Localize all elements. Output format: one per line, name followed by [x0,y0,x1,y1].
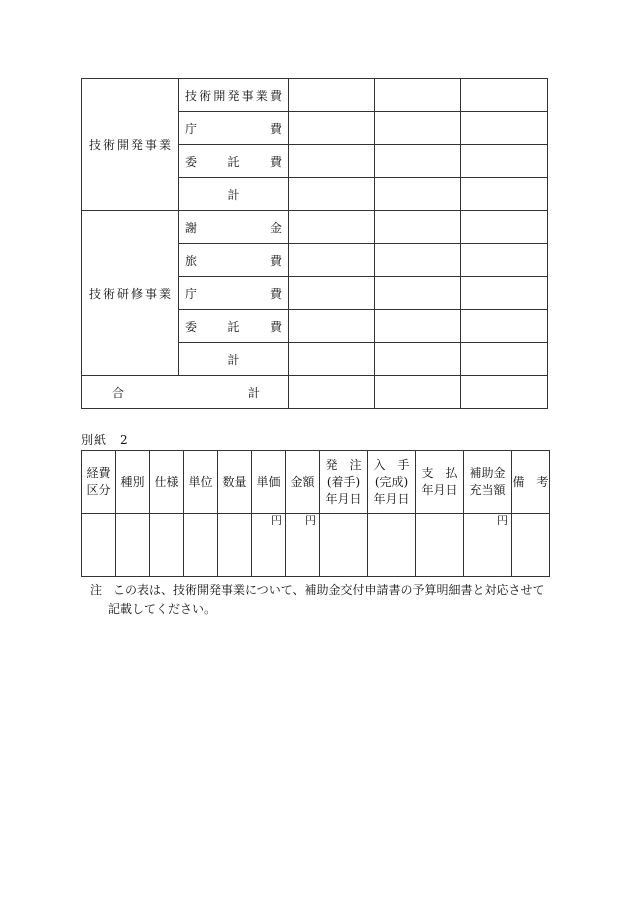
attachment-label: 別紙 2 [81,433,129,447]
grand-total-label: 合 計 [82,376,289,409]
subtotal-label: 計 [179,343,289,376]
subsidy-cell[interactable]: 円 [464,514,512,577]
value-cell[interactable] [461,244,548,277]
value-cell[interactable] [375,376,461,409]
value-cell[interactable] [375,244,461,277]
header-type: 種別 [116,451,150,514]
value-cell[interactable] [289,112,375,145]
value-cell[interactable] [289,343,375,376]
note-text: この表は、技術開発事業について、補助金交付申請書の予算明細書と対応させて記載してください。 [108,583,545,616]
value-cell[interactable] [375,79,461,112]
value-cell[interactable] [375,145,461,178]
value-cell[interactable] [461,376,548,409]
header-remarks: 備 考 [512,451,550,514]
value-cell[interactable] [368,514,416,577]
expense-detail-table [81,450,550,577]
value-cell[interactable] [289,277,375,310]
value-cell[interactable] [116,514,150,577]
value-cell[interactable] [375,277,461,310]
item-label: 庁 費 [179,277,289,310]
header-amount: 金額 [286,451,320,514]
section-label-tech-dev: 技術開発事業 [82,79,179,211]
value-cell[interactable] [375,178,461,211]
header-receipt-date: 入 手 (完成) 年月日 [368,451,416,514]
header-unit-price: 単価 [252,451,286,514]
value-cell[interactable] [218,514,252,577]
value-cell[interactable] [320,514,368,577]
value-cell[interactable] [375,310,461,343]
header-unit: 単位 [184,451,218,514]
item-label: 委 託 費 [179,310,289,343]
header-specification: 仕様 [150,451,184,514]
value-cell[interactable] [461,310,548,343]
value-cell[interactable] [461,112,548,145]
value-cell[interactable] [461,145,548,178]
table-row [82,514,550,577]
budget-table [81,78,548,409]
value-cell[interactable] [461,277,548,310]
value-cell[interactable] [150,514,184,577]
section-label-tech-training: 技術研修事業 [82,211,179,376]
header-quantity: 数量 [218,451,252,514]
value-cell[interactable] [461,79,548,112]
value-cell[interactable] [416,514,464,577]
value-cell[interactable] [289,244,375,277]
header-expense-category: 経費 区分 [82,451,116,514]
value-cell[interactable] [289,145,375,178]
item-label: 委 託 費 [179,145,289,178]
value-cell[interactable] [289,211,375,244]
value-cell[interactable] [512,514,550,577]
value-cell[interactable] [461,178,548,211]
note-marker: 注 [90,583,103,597]
footnote [90,581,555,619]
table-row [82,376,548,409]
header-order-date: 発 注 (着手) 年月日 [320,451,368,514]
value-cell[interactable] [375,343,461,376]
value-cell[interactable] [289,310,375,343]
item-label: 旅 費 [179,244,289,277]
item-label: 庁 費 [179,112,289,145]
value-cell[interactable] [461,343,548,376]
item-label: 技 術 開 発 事 業 費 [179,79,289,112]
item-label: 謝 金 [179,211,289,244]
header-payment-date: 支 払 年月日 [416,451,464,514]
amount-cell[interactable]: 円 [286,514,320,577]
header-row [82,451,550,514]
value-cell[interactable] [184,514,218,577]
table-row [82,79,548,112]
value-cell[interactable] [461,211,548,244]
value-cell[interactable] [289,79,375,112]
table-row [82,211,548,244]
header-subsidy-amount: 補助金 充当額 [464,451,512,514]
value-cell[interactable] [289,178,375,211]
value-cell[interactable] [375,211,461,244]
value-cell[interactable] [82,514,116,577]
unit-price-cell[interactable]: 円 [252,514,286,577]
value-cell[interactable] [375,112,461,145]
value-cell[interactable] [289,376,375,409]
subtotal-label: 計 [179,178,289,211]
